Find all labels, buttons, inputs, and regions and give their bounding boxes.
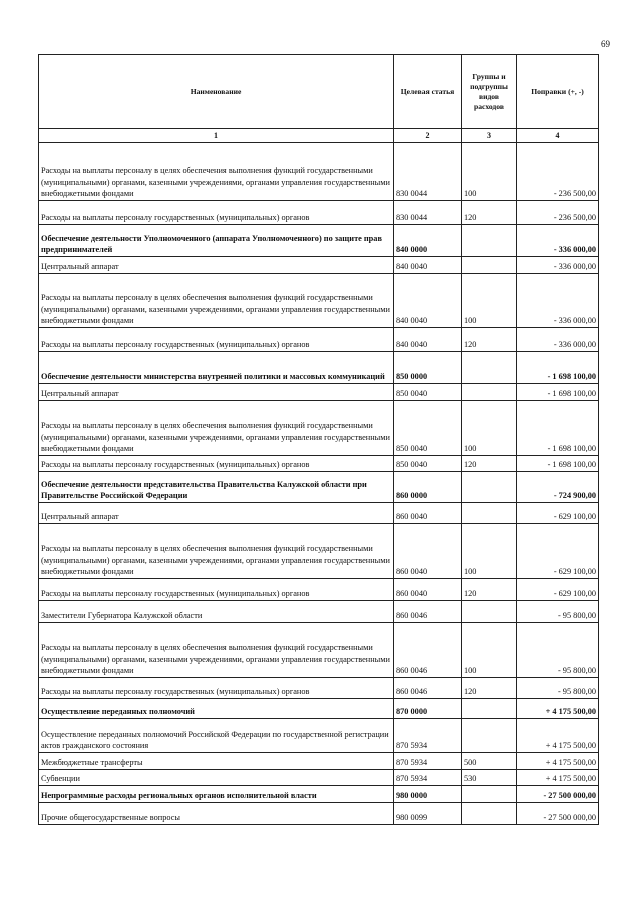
row-group-code: 100	[462, 401, 517, 456]
table-row	[39, 678, 599, 699]
row-group-code	[462, 257, 517, 274]
row-name: Расходы на выплаты персоналу государственных (муниципальных) органов	[39, 201, 394, 225]
row-name: Заместители Губернатора Калужской области	[39, 601, 394, 623]
row-name: Расходы на выплаты персоналу в целях обеспечения выполнения функций государственными (муниципальными) органами, казенными учреждениями, органами управления государственными внебюджетными фондами	[39, 143, 394, 201]
row-target-code: 850 0000	[394, 352, 462, 384]
row-target-code: 870 5934	[394, 719, 462, 753]
table-row	[39, 384, 599, 401]
row-name: Центральный аппарат	[39, 384, 394, 401]
row-name: Расходы на выплаты персоналу в целях обеспечения выполнения функций государственными (муниципальными) органами, казенными учреждениями, органами управления государственными внебюджетными фондами	[39, 401, 394, 456]
row-group-code	[462, 352, 517, 384]
table-row	[39, 699, 599, 719]
table-row	[39, 803, 599, 825]
row-name: Обеспечение деятельности Уполномоченного (аппарата Уполномоченного) по защите прав предпринимателей	[39, 225, 394, 257]
row-group-code: 530	[462, 770, 517, 786]
table-row	[39, 753, 599, 770]
row-target-code: 860 0040	[394, 579, 462, 601]
row-amount: - 95 800,00	[517, 678, 599, 699]
table-row	[39, 601, 599, 623]
table-row	[39, 623, 599, 678]
row-group-code: 100	[462, 143, 517, 201]
row-amount: - 27 500 000,00	[517, 786, 599, 803]
row-target-code: 870 0000	[394, 699, 462, 719]
row-name: Центральный аппарат	[39, 257, 394, 274]
row-amount: - 336 000,00	[517, 274, 599, 328]
row-target-code: 860 0046	[394, 678, 462, 699]
row-name: Центральный аппарат	[39, 503, 394, 524]
row-group-code: 100	[462, 623, 517, 678]
row-name: Расходы на выплаты персоналу государственных (муниципальных) органов	[39, 579, 394, 601]
row-target-code: 980 0000	[394, 786, 462, 803]
table-row	[39, 786, 599, 803]
row-group-code: 120	[462, 328, 517, 352]
column-number-row	[39, 129, 599, 143]
column-number: 1	[39, 129, 394, 143]
row-amount: - 629 100,00	[517, 503, 599, 524]
header-amendments: Поправки (+, -)	[517, 55, 599, 129]
row-amount: - 236 500,00	[517, 143, 599, 201]
row-target-code: 860 0046	[394, 601, 462, 623]
row-name: Осуществление переданных полномочий Российской Федерации по государственной регистрации актов гражданского состояния	[39, 719, 394, 753]
row-name: Расходы на выплаты персоналу государственных (муниципальных) органов	[39, 456, 394, 472]
row-group-code: 500	[462, 753, 517, 770]
row-group-code: 120	[462, 678, 517, 699]
column-number: 3	[462, 129, 517, 143]
table-row	[39, 719, 599, 753]
row-amount: - 336 000,00	[517, 328, 599, 352]
row-name: Расходы на выплаты персоналу государственных (муниципальных) органов	[39, 328, 394, 352]
header-target: Целевая статья	[394, 55, 462, 129]
header-groups: Группы и подгруппы видов расходов	[462, 55, 517, 129]
column-number: 2	[394, 129, 462, 143]
table-body	[39, 143, 599, 825]
row-amount: + 4 175 500,00	[517, 753, 599, 770]
table-row	[39, 225, 599, 257]
row-amount: - 629 100,00	[517, 579, 599, 601]
row-amount: + 4 175 500,00	[517, 770, 599, 786]
row-target-code: 860 0040	[394, 524, 462, 579]
row-name: Расходы на выплаты персоналу в целях обеспечения выполнения функций государственными (муниципальными) органами, казенными учреждениями, органами управления государственными внебюджетными фондами	[39, 623, 394, 678]
row-amount: - 629 100,00	[517, 524, 599, 579]
page-number: 69	[601, 39, 610, 49]
row-group-code: 100	[462, 274, 517, 328]
row-target-code: 850 0040	[394, 384, 462, 401]
row-group-code	[462, 803, 517, 825]
row-group-code	[462, 384, 517, 401]
row-target-code: 840 0000	[394, 225, 462, 257]
row-target-code: 850 0040	[394, 401, 462, 456]
row-target-code: 870 5934	[394, 753, 462, 770]
row-name: Обеспечение деятельности министерства внутренней политики и массовых коммуникаций	[39, 352, 394, 384]
row-amount: + 4 175 500,00	[517, 699, 599, 719]
row-name: Расходы на выплаты персоналу в целях обеспечения выполнения функций государственными (муниципальными) органами, казенными учреждениями, органами управления государственными внебюджетными фондами	[39, 524, 394, 579]
row-target-code: 860 0046	[394, 623, 462, 678]
row-name: Прочие общегосударственные вопросы	[39, 803, 394, 825]
row-group-code	[462, 699, 517, 719]
row-group-code	[462, 719, 517, 753]
row-target-code: 840 0040	[394, 274, 462, 328]
row-name: Субвенции	[39, 770, 394, 786]
header-name: Наименование	[39, 55, 394, 129]
table-row	[39, 143, 599, 201]
row-amount: - 95 800,00	[517, 623, 599, 678]
row-name: Непрограммные расходы региональных органов исполнительной власти	[39, 786, 394, 803]
row-group-code	[462, 786, 517, 803]
row-name: Расходы на выплаты персоналу в целях обеспечения выполнения функций государственными (муниципальными) органами, казенными учреждениями, органами управления государственными внебюджетными фондами	[39, 274, 394, 328]
row-target-code: 860 0000	[394, 472, 462, 503]
table-header-row	[39, 55, 599, 129]
row-target-code: 850 0040	[394, 456, 462, 472]
table-row	[39, 201, 599, 225]
table-row	[39, 524, 599, 579]
row-amount: - 1 698 100,00	[517, 384, 599, 401]
row-target-code: 870 5934	[394, 770, 462, 786]
table-row	[39, 328, 599, 352]
row-name: Осуществление переданных полномочий	[39, 699, 394, 719]
table-row	[39, 274, 599, 328]
row-amount: + 4 175 500,00	[517, 719, 599, 753]
row-amount: - 336 000,00	[517, 257, 599, 274]
row-amount: - 1 698 100,00	[517, 456, 599, 472]
row-group-code: 120	[462, 579, 517, 601]
row-group-code	[462, 503, 517, 524]
table-row	[39, 257, 599, 274]
table-row	[39, 579, 599, 601]
table-row	[39, 472, 599, 503]
table-row	[39, 456, 599, 472]
row-target-code: 840 0040	[394, 328, 462, 352]
row-group-code: 120	[462, 456, 517, 472]
table-row	[39, 503, 599, 524]
row-name: Расходы на выплаты персоналу государственных (муниципальных) органов	[39, 678, 394, 699]
row-target-code: 860 0040	[394, 503, 462, 524]
row-group-code: 120	[462, 201, 517, 225]
row-name: Обеспечение деятельности представительства Правительства Калужской области при Правительстве Российской Федерации	[39, 472, 394, 503]
row-amount: - 724 900,00	[517, 472, 599, 503]
row-target-code: 840 0040	[394, 257, 462, 274]
row-target-code: 830 0044	[394, 143, 462, 201]
row-group-code	[462, 601, 517, 623]
row-group-code	[462, 472, 517, 503]
row-amount: - 1 698 100,00	[517, 352, 599, 384]
column-number: 4	[517, 129, 599, 143]
row-amount: - 1 698 100,00	[517, 401, 599, 456]
row-amount: - 336 000,00	[517, 225, 599, 257]
budget-table	[38, 54, 599, 825]
row-target-code: 830 0044	[394, 201, 462, 225]
row-amount: - 27 500 000,00	[517, 803, 599, 825]
table-row	[39, 770, 599, 786]
row-group-code: 100	[462, 524, 517, 579]
row-amount: - 236 500,00	[517, 201, 599, 225]
table-row	[39, 352, 599, 384]
row-name: Межбюджетные трансферты	[39, 753, 394, 770]
row-target-code: 980 0099	[394, 803, 462, 825]
row-group-code	[462, 225, 517, 257]
table-row	[39, 401, 599, 456]
row-amount: - 95 800,00	[517, 601, 599, 623]
